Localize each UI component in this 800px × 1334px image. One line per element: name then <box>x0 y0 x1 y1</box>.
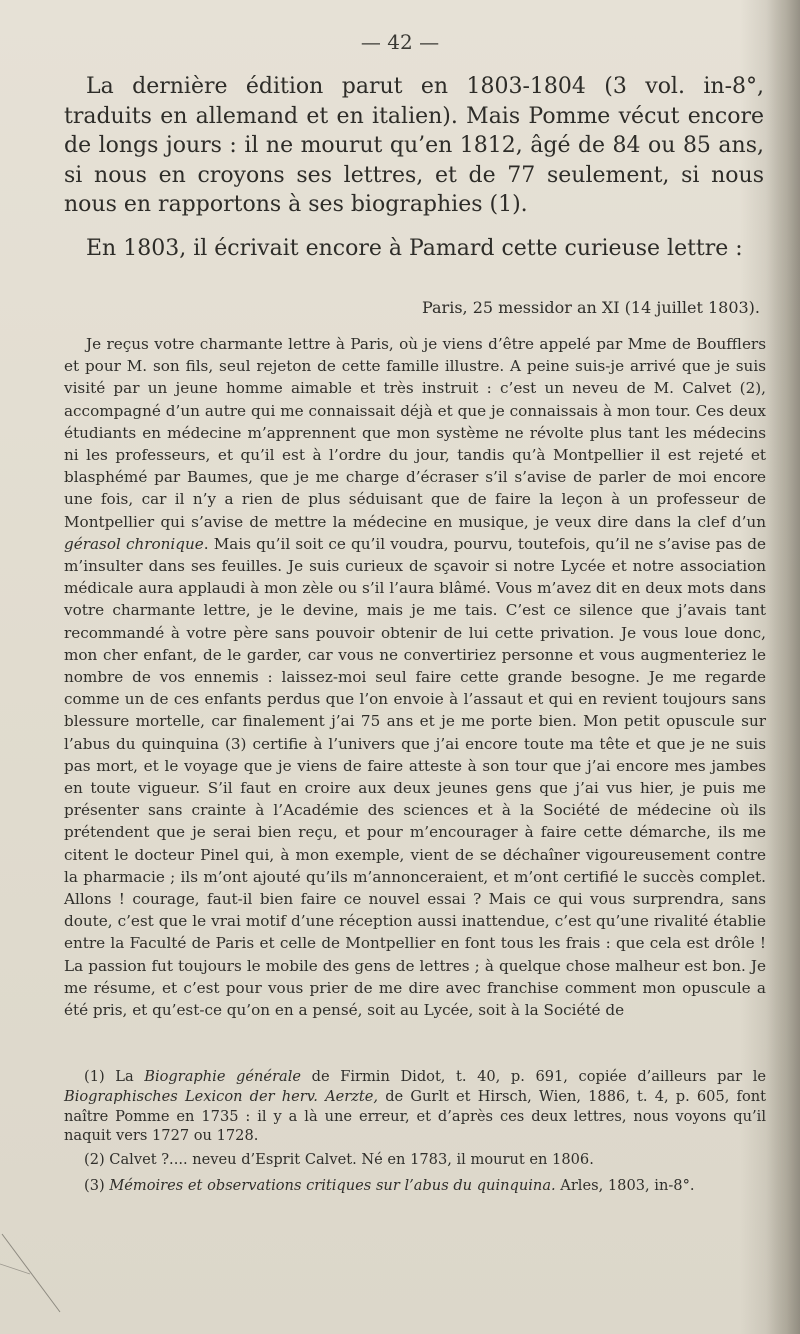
pencil-mark <box>0 1224 130 1314</box>
page-number: — 42 — <box>360 30 440 54</box>
footnote-1-title-2: Biographisches Lexicon der herv. Aerzte, <box>64 1087 379 1105</box>
footnotes <box>64 1067 766 1202</box>
letter-paragraph <box>64 333 766 1021</box>
footnote-3-title: Mémoires et observations critiques sur l’abus du quinquina. <box>109 1176 556 1194</box>
letter-text-part2: . Mais qu’il soit ce qu’il voudra, pourvu, toutefois, qu’il ne s’avise pas de m’insulter dans ses feuilles. Je suis curieux de sçavoir si notre Lycée et notre association médicale aura applaudi à mon zèle ou s’il l’aura blâmé. Vous m’avez dit en deux mots dans votre charmante lettre, je le devine, mais je me tais. C’est ce silence que j’avais tant recommandé à votre père sans pouvoir obtenir de lui cette privation. Je vous loue donc, mon cher enfant, de le garder, car vous ne convertiriez personne et vous augmenteriez le nombre de vos ennemis : laissez-moi seul faire cette grande besogne. Je me regarde comme un de ces enfants perdus que l’on envoie à l’assaut et qui en revient toujours sans blessure mortelle, car finalement j’ai 75 ans et je me porte bien. Mon petit opuscule sur l’abus du quinquina (3) certifie à l’univers que j’ai encore toute ma tête et que je ne suis pas mort, et le voyage que je viens de faire atteste à son tour que j’ai encore mes jambes en toute vigueur. S’il faut en croire aux deux jeunes gens que j’ai vus hier, je puis me présenter sans crainte à l’Académie des sciences et à la Société de médecine où ils prétendent que je serai bien reçu, et pour m’encourager à faire cette démarche, ils me citent le docteur Pinel qui, à mon exemple, vient de se déchaîner vigoureusement contre la pharmacie ; ils m’ont ajouté qu’ils m’annonceraient, et m’ont certifié le succès complet. Allons ! courage, faut-il bien faire ce nouvel essai ? Mais ce qui vous surprendra, sans doute, c’est que le vrai motif d’une réception aussi inattendue, c’est qu’une rivalité établie entre la Faculté de Paris et celle de Montpellier en font tous les frais : que cela est drôle ! La passion fut toujours le mobile des gens de lettres ; à quelque chose malheur est bon. Je me résume, et c’est pour vous prier de me dire avec franchise comment mon opuscule a été pris, et qu’est-ce qu’on en a pensé, soit au Lycée, soit à la Société de <box>64 534 766 1020</box>
lead-sentence: En 1803, il écrivait encore à Pamard cette curieuse lettre : <box>86 236 743 261</box>
letter-text-part1: Je reçus votre charmante lettre à Paris, où je viens d’être appelé par Mme de Boufflers et pour M. son fils, seul rejeton de cette famille illustre. A peine suis-je arrivé que je suis visité par un jeune homme aimable et très instruit : c’est un neveu de M. Calvet (2), accompagné d’un autre qui me connaissait déjà et que je connaissais à mon tour. Ces deux étudiants en médecine m’apprennent que mon système ne révolte plus tant les médecins ni les professeurs, et qu’il est à l’ordre du jour, tandis qu’à Montpellier il est rejeté et blasphémé par Baumes, que je me charge d’écraser s’il s’avise de parler de moi encore une fois, car il n’y a rien de plus séduisant que de faire la leçon à un professeur de Montpellier qui s’avise de mettre la médecine en musique, je veux dire dans la clef d’un <box>64 335 766 531</box>
footnote-3-number: (3) <box>84 1176 110 1194</box>
footnote-3-text: Arles, 1803, in-8°. <box>555 1176 695 1194</box>
footnote-1-text-3: de Gurlt et Hirsch, Wien, 1886, t. 4, p. 605, font naître Pomme en 1735 : il y a là une erreur, et d’après ces deux lettres, nous voyons qu’il naquit vers 1727 ou 1728. <box>64 1087 766 1145</box>
letter-body <box>64 333 766 1021</box>
footnote-1-text: (1) La <box>84 1068 145 1085</box>
footnote-3 <box>64 1176 766 1196</box>
footnote-1-title: Biographie générale <box>144 1068 302 1085</box>
footnote-2: (2) Calvet ?.... neveu d’Esprit Calvet. Né en 1783, il mourut en 1806. <box>84 1151 594 1169</box>
letter-italic-term: gérasol chronique <box>64 534 204 553</box>
intro-text: La dernière édition parut en 1803-1804 (3 vol. in-8°, traduits en allemand et en italien). Mais Pomme vécut encore de longs jours : il ne mourut qu’en 1812, âgé de 84 ou 85 ans, si nous en croyons ses lettres, et de 77 seulement, si nous nous en rapportons à ses biographies (1). <box>64 74 764 217</box>
letter-dateline: Paris, 25 messidor an XI (14 juillet 1803). <box>421 298 760 317</box>
intro-paragraph <box>64 72 764 220</box>
footnote-1 <box>64 1067 766 1146</box>
footnote-1-text-2: de Firmin Didot, t. 40, p. 691, copiée d’ailleurs par le <box>301 1068 767 1085</box>
page-edge-shadow <box>766 0 800 1334</box>
